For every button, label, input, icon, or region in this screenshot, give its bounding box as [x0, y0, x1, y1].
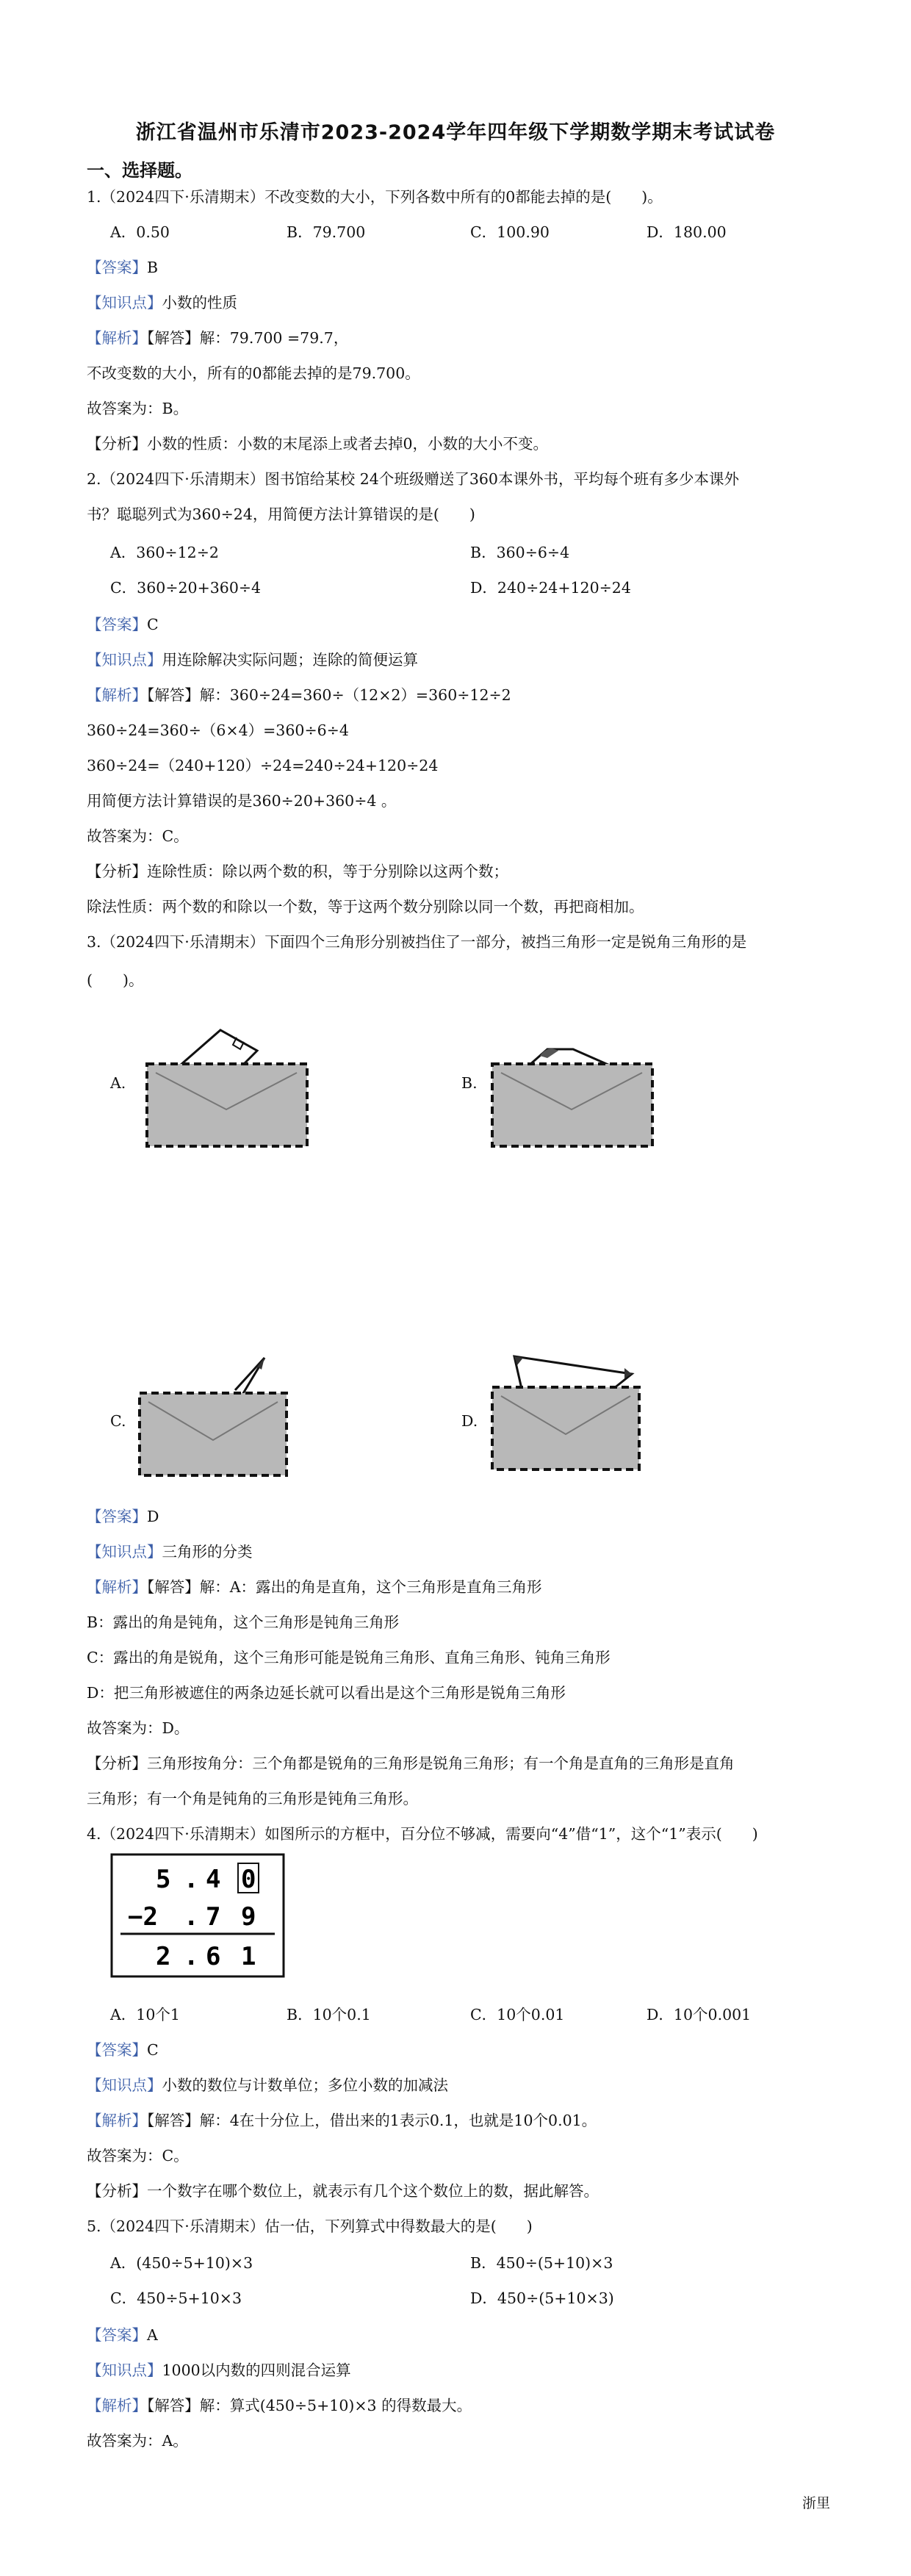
figure-digit: 5	[156, 1865, 171, 1894]
q2-option-b: B．360÷6÷4	[470, 544, 570, 561]
figure-digit: .	[184, 1902, 199, 1932]
q2-analysis-line: 360÷24=（240+120）÷24=240÷24+120÷24	[87, 757, 439, 774]
q4-knowledge: 【知识点】小数的数位与计数单位；多位小数的加减法	[87, 2076, 448, 2094]
question-2-stem: 书？聪聪列式为360÷24，用简便方法计算错误的是( )	[87, 506, 475, 523]
q3-option-b-label: B.	[461, 1074, 478, 1092]
q3-answer: 【答案】D	[87, 1508, 159, 1525]
q1-option-d: D．180.00	[647, 223, 727, 241]
figure-digit: .	[184, 1865, 199, 1894]
q4-option-a: A．10个1	[110, 2006, 180, 2023]
q4-fenxi: 【分析】一个数字在哪个数位上，就表示有几个这个数位上的数，据此解答。	[87, 2182, 599, 2200]
q2-analysis-line: 360÷24=360÷（6×4）=360÷6÷4	[87, 722, 349, 739]
q3-fenxi: 三角形；有一个角是钝角的三角形是钝角三角形。	[87, 1790, 418, 1807]
figure-digit: 1	[241, 1942, 256, 1971]
q4-analysis-line: 故答案为：C。	[87, 2147, 189, 2165]
question-5-stem: 5.（2024四下·乐清期末）估一估，下列算式中得数最大的是( )	[87, 2217, 533, 2235]
q2-answer: 【答案】C	[87, 616, 159, 633]
question-4-stem: 4.（2024四下·乐清期末）如图所示的方框中，百分位不够减，需要向“4”借“1”，这个“1”表示( )	[87, 1825, 758, 1843]
q5-option-c: C．450÷5+10×3	[110, 2289, 242, 2307]
q4-option-c: C．10个0.01	[470, 2006, 565, 2023]
q3-fenxi: 【分析】三角形按角分：三个角都是锐角的三角形是锐角三角形；有一个角是直角的三角形是直角	[87, 1755, 735, 1772]
q2-fenxi: 【分析】连除性质：除以两个数的积，等于分别除以这两个数；	[87, 863, 508, 880]
figure-digit: 2	[156, 1942, 171, 1971]
q3-analysis-line: C：露出的角是锐角，这个三角形可能是锐角三角形、直角三角形、钝角三角形	[87, 1649, 611, 1666]
q3-analysis-line: 故答案为：D。	[87, 1719, 190, 1737]
q3-option-c-figure	[132, 1352, 309, 1484]
q1-option-a: A．0.50	[110, 223, 170, 241]
q4-option-b: B．10个0.1	[287, 2006, 371, 2023]
q1-answer: 【答案】B	[87, 259, 159, 276]
q4-subtraction-figure	[110, 1853, 287, 1979]
q4-analysis-line: 【解析】【解答】解：4在十分位上，借出来的1表示0.1，也就是10个0.01。	[87, 2112, 597, 2129]
q1-fenxi: 【分析】小数的性质：小数的末尾添上或者去掉0，小数的大小不变。	[87, 435, 549, 453]
q5-option-a: A．(450÷5+10)×3	[110, 2254, 253, 2272]
q5-knowledge: 【知识点】1000以内数的四则混合运算	[87, 2361, 351, 2379]
q2-knowledge: 【知识点】用连除解决实际问题；连除的简便运算	[87, 651, 418, 669]
q1-analysis-line: 不改变数的大小，所有的0都能去掉的是79.700。	[87, 364, 420, 382]
exam-title: 浙江省温州市乐清市2023-2024学年四年级下学期数学期末考试试卷	[135, 121, 776, 144]
q3-option-a-figure	[140, 1021, 316, 1154]
q2-option-c: C．360÷20+360÷4	[110, 579, 262, 597]
q5-option-d: D．450÷(5+10×3)	[470, 2289, 614, 2307]
question-2-stem: 2.（2024四下·乐清期末）图书馆给某校 24个班级赠送了360本课外书，平均每个班有多少本课外	[87, 470, 739, 488]
q1-analysis-line: 故答案为：B。	[87, 400, 189, 417]
q1-option-c: C．100.90	[470, 223, 550, 241]
q2-analysis-line: 故答案为：C。	[87, 827, 189, 845]
q3-option-a-label: A.	[110, 1074, 126, 1092]
q3-option-d-label: D.	[461, 1412, 478, 1430]
question-3-stem: 3.（2024四下·乐清期末）下面四个三角形分别被挡住了一部分，被挡三角形一定是锐角三角形的是	[87, 933, 747, 951]
question-1-stem: 1.（2024四下·乐清期末）不改变数的大小，下列各数中所有的0都能去掉的是( )。	[87, 188, 663, 206]
figure-digit: 4	[206, 1865, 221, 1894]
q2-option-d: D．240÷24+120÷24	[470, 579, 631, 597]
figure-digit: −2	[128, 1902, 158, 1932]
q3-analysis-line: 【解析】【解答】解：A：露出的角是直角，这个三角形是直角三角形	[87, 1578, 542, 1596]
q2-fenxi: 除法性质：两个数的和除以一个数，等于这两个数分别除以同一个数，再把商相加。	[87, 898, 644, 915]
q5-answer: 【答案】A	[87, 2326, 158, 2344]
figure-digit: 7	[206, 1902, 221, 1932]
figure-digit: 6	[206, 1942, 221, 1971]
q3-option-d-figure	[485, 1345, 661, 1477]
figure-digit: .	[184, 1942, 199, 1971]
q3-analysis-line: B：露出的角是钝角，这个三角形是钝角三角形	[87, 1613, 400, 1631]
page-footer: 浙里	[802, 2495, 830, 2511]
q1-knowledge: 【知识点】小数的性质	[87, 294, 237, 312]
q1-option-b: B．79.700	[287, 223, 366, 241]
q5-analysis-line: 故答案为：A。	[87, 2432, 188, 2450]
figure-digit: 0	[241, 1865, 256, 1894]
q4-answer: 【答案】C	[87, 2041, 159, 2059]
q5-analysis-line: 【解析】【解答】解：算式(450÷5+10)×3 的得数最大。	[87, 2397, 472, 2414]
q3-knowledge: 【知识点】三角形的分类	[87, 1543, 253, 1561]
q1-analysis-line: 【解析】【解答】解：79.700 =79.7，	[87, 329, 349, 347]
q3-analysis-line: D：把三角形被遮住的两条边延长就可以看出是这个三角形是锐角三角形	[87, 1684, 566, 1702]
q4-option-d: D．10个0.001	[647, 2006, 752, 2023]
q3-option-b-figure	[485, 1021, 661, 1154]
section-heading: 一、选择题。	[87, 160, 192, 181]
q2-analysis-line: 【解析】【解答】解：360÷24=360÷（12×2）=360÷12÷2	[87, 686, 511, 704]
figure-digit: 9	[241, 1902, 256, 1932]
q3-option-c-label: C.	[110, 1412, 126, 1430]
question-3-stem: ( )。	[87, 971, 144, 989]
q2-option-a: A．360÷12÷2	[110, 544, 219, 561]
q5-option-b: B．450÷(5+10)×3	[470, 2254, 613, 2272]
q2-analysis-line: 用简便方法计算错误的是360÷20+360÷4 。	[87, 792, 397, 810]
